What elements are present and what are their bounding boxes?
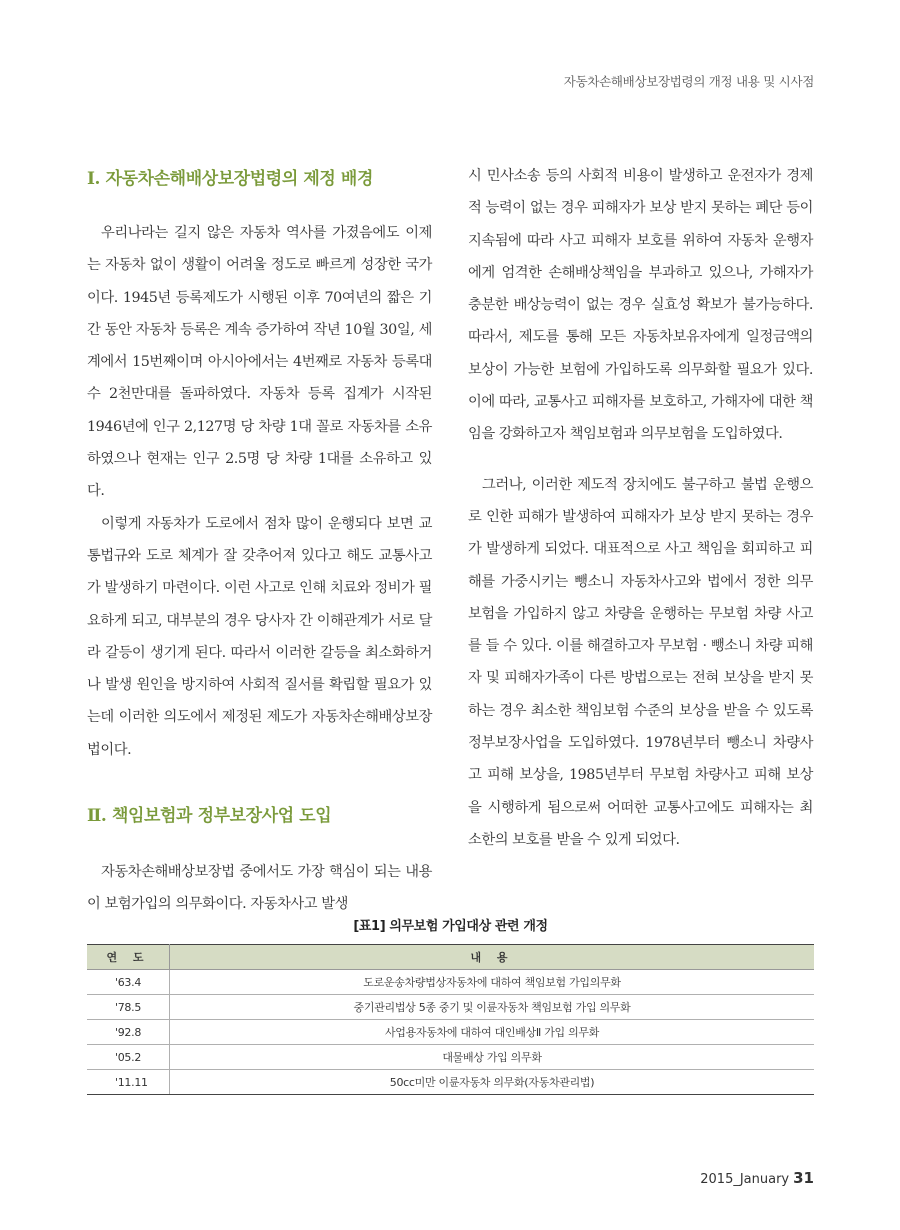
section-heading-2: Ⅱ. 책임보험과 정부보장사업 도입 <box>87 806 332 827</box>
table-row <box>87 995 814 1020</box>
right-column <box>468 160 813 856</box>
content-cell: 도로운송차량법상자동차에 대하여 책임보험 가입의무화 <box>170 970 815 995</box>
table-block <box>87 915 814 1095</box>
left-column <box>87 160 432 921</box>
content-cell: 50cc미만 이륜자동차 의무화(자동차관리법) <box>170 1070 815 1095</box>
paragraph: 이렇게 자동차가 도로에서 점차 많이 운행되다 보면 교통법규와 도로 체계가 잘 갖추어져 있다고 해도 교통사고가 발생하기 마련이다. 이런 사고로 인해 치료와 정비가 필요하게 되고, 대부분의 경우 당사자 간 이해관계가 서로 달라 갈등이 생기게 된다. 따라서 이러한 갈등을 최소화하거나 발생 원인을 방지하여 사회적 질서를 확립할 필요가 있는데 이러한 의도에서 제정된 제도가 자동차손해배상보장법이다. <box>87 515 432 758</box>
year-cell: '63.4 <box>87 970 170 995</box>
column-header-year: 연 도 <box>87 945 170 970</box>
year-cell: '11.11 <box>87 1070 170 1095</box>
running-head: 자동차손해배상보장법령의 개정 내용 및 시사점 <box>563 74 814 89</box>
table-row <box>87 970 814 995</box>
section-heading-1: Ⅰ. 자동차손해배상보장법령의 제정 배경 <box>87 169 373 189</box>
content-cell: 중기관리법상 5종 중기 및 이륜자동차 책임보험 가입 의무화 <box>170 995 815 1020</box>
year-cell: '92.8 <box>87 1020 170 1045</box>
content-cell: 사업용자동차에 대하여 대인배상Ⅱ 가입 의무화 <box>170 1020 815 1045</box>
page-footer <box>700 1168 814 1187</box>
revision-table <box>87 944 814 1095</box>
page-number: 31 <box>793 1169 814 1187</box>
year-cell: '05.2 <box>87 1045 170 1070</box>
paragraph: 우리나라는 길지 않은 자동차 역사를 가졌음에도 이제는 자동차 없이 생활이 어려울 정도로 빠르게 성장한 국가이다. 1945년 등록제도가 시행된 이후 70여년의 짧은 기간 동안 자동차 등록은 계속 증가하여 작년 10월 30일, 세계에서 15번째이며 아시아에서는 4번째로 자동차 등록대수 2천만대를 돌파하였다. 자동차 등록 집계가 시작된 1946년에 인구 2,127명 당 차량 1대 꼴로 자동차를 소유하였으나 현재는 인구 2.5명 당 차량 1대를 소유하고 있다. <box>87 225 432 500</box>
paragraph: 자동차손해배상보장법 중에서도 가장 핵심이 되는 내용이 보험가입의 의무화이다. 자동차사고 발생 <box>87 864 432 913</box>
table-header-row <box>87 945 814 970</box>
column-header-content: 내 용 <box>170 945 815 970</box>
table-row <box>87 1020 814 1045</box>
table-title: [표1] 의무보험 가입대상 관련 개정 <box>353 919 548 934</box>
paragraph: 시 민사소송 등의 사회적 비용이 발생하고 운전자가 경제적 능력이 없는 경우 피해자가 보상 받지 못하는 폐단 등이 지속됨에 따라 사고 피해자 보호를 위하여 자동차 운행자에게 엄격한 손해배상책임을 부과하고 있으나, 가해자가 충분한 배상능력이 없는 경우 실효성 확보가 불가능하다. 따라서, 제도를 통해 모든 자동차보유자에게 일정금액의 보상이 가능한 보험에 가입하도록 의무화할 필요가 있다. 이에 따라, 교통사고 피해자를 보호하고, 가해자에 대한 책임을 강화하고자 책임보험과 의무보험을 도입하였다. <box>468 168 813 443</box>
year-cell: '78.5 <box>87 995 170 1020</box>
content-cell: 대물배상 가입 의무화 <box>170 1045 815 1070</box>
table-row <box>87 1070 814 1095</box>
table-row <box>87 1045 814 1070</box>
paragraph: 그러나, 이러한 제도적 장치에도 불구하고 불법 운행으로 인한 피해가 발생하여 피해자가 보상 받지 못하는 경우가 발생하게 되었다. 대표적으로 사고 책임을 회피하고 피해를 가중시키는 뺑소니 자동차사고와 법에서 정한 의무보험을 가입하지 않고 차량을 운행하는 무보험 차량 사고를 들 수 있다. 이를 해결하고자 무보험 · 뺑소니 차량 피해자 및 피해자가족이 다른 방법으로는 전혀 보상을 받지 못하는 경우 최소한 책임보험 수준의 보상을 받을 수 있도록 정부보장사업을 도입하였다. 1978년부터 뺑소니 차량사고 피해 보상을, 1985년부터 무보험 차량사고 피해 보상을 시행하게 됨으로써 어떠한 교통사고에도 피해자는 최소한의 보호를 받을 수 있게 되었다. <box>468 476 813 848</box>
issue-label: 2015_January <box>700 1172 790 1187</box>
